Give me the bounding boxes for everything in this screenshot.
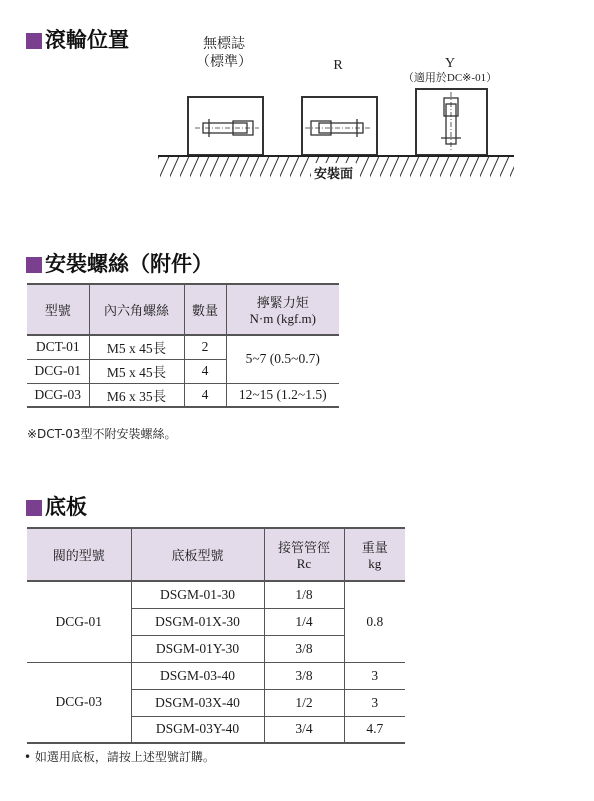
label-standard-line1: 無標誌 xyxy=(203,37,245,52)
header-qty: 數量 xyxy=(184,284,226,335)
cell-screw: M5 x 45長 xyxy=(89,335,184,359)
cell-port-size: 3/8 xyxy=(264,662,344,689)
header-weight-line2: kg xyxy=(368,556,382,571)
base-plate-table xyxy=(27,527,405,744)
cell-torque: 12~15 (1.2~1.5) xyxy=(238,386,327,402)
cell-qty: 4 xyxy=(184,359,226,383)
header-torque xyxy=(226,284,339,335)
cell-weight: 3 xyxy=(371,694,379,710)
cell-model: DCG-01 xyxy=(27,359,89,383)
cell-screw: M6 x 35長 xyxy=(89,383,184,407)
base-plate-note: • 如選用底板，請按上述型號訂購。 xyxy=(24,750,215,764)
cell-screw: M5 x 45長 xyxy=(89,359,184,383)
cell-port-size: 1/4 xyxy=(264,608,344,635)
screws-note: ※DCT-03型不附安裝螺絲。 xyxy=(27,427,177,441)
header-model: 型號 xyxy=(27,284,89,335)
label-y xyxy=(390,56,510,86)
table-row xyxy=(27,662,405,689)
cell-weight: 4.7 xyxy=(366,721,384,737)
header-port-size xyxy=(264,528,344,581)
label-standard-line2: （標準） xyxy=(196,55,252,70)
accent-square xyxy=(26,500,42,516)
accent-square xyxy=(26,257,42,273)
cell-valve-model: DCG-03 xyxy=(27,662,131,743)
header-port-size-line1: 接管管徑 xyxy=(277,541,330,556)
cell-port-size: 1/8 xyxy=(264,581,344,608)
table-header-row xyxy=(27,528,405,581)
cell-plate-model: DSGM-01X-30 xyxy=(131,608,264,635)
header-screw: 內六角螺絲 xyxy=(89,284,184,335)
cell-plate-model: DSGM-01-30 xyxy=(131,581,264,608)
cell-plate-model: DSGM-01Y-30 xyxy=(131,635,264,662)
roller-horizontal-icon xyxy=(189,98,262,154)
cell-qty: 4 xyxy=(184,383,226,407)
section-title-roller-position xyxy=(26,30,129,51)
cell-port-size: 3/8 xyxy=(264,635,344,662)
header-torque-line1: 擰緊力矩 xyxy=(256,296,309,311)
cell-model: DCG-03 xyxy=(27,383,89,407)
label-r xyxy=(318,58,358,74)
section-title-text: 安裝螺絲（附件） xyxy=(45,252,213,276)
section-title-screws xyxy=(26,254,213,275)
header-torque-line2: N·m (kgf.m) xyxy=(249,311,316,326)
header-valve-model: 閥的型號 xyxy=(27,528,131,581)
valve-box-y xyxy=(415,88,488,156)
cell-plate-model: DSGM-03Y-40 xyxy=(131,716,264,743)
section-title-text: 滾輪位置 xyxy=(45,28,129,52)
label-r-text: R xyxy=(333,58,343,73)
cell-plate-model: DSGM-03X-40 xyxy=(131,689,264,716)
table-row xyxy=(27,581,405,608)
valve-box-standard xyxy=(187,96,264,156)
cell-plate-model: DSGM-03-40 xyxy=(131,662,264,689)
header-weight-line1: 重量 xyxy=(361,541,388,556)
table-header-row xyxy=(27,284,339,335)
cell-torque: 5~7 (0.5~0.7) xyxy=(245,351,320,367)
header-weight xyxy=(344,528,405,581)
table-row xyxy=(27,383,339,407)
cell-port-size: 3/4 xyxy=(264,716,344,743)
header-plate-model: 底板型號 xyxy=(131,528,264,581)
cell-qty: 2 xyxy=(184,335,226,359)
cell-valve-model: DCG-01 xyxy=(27,581,131,662)
cell-weight: 0.8 xyxy=(344,581,405,662)
accent-square xyxy=(26,33,42,49)
screws-table xyxy=(27,283,339,408)
label-y-line2: （適用於DC※-01） xyxy=(402,72,498,84)
roller-vertical-icon xyxy=(417,90,486,154)
cell-model: DCT-01 xyxy=(27,335,89,359)
cell-port-size: 1/2 xyxy=(264,689,344,716)
header-port-size-line2: Rc xyxy=(296,556,312,571)
label-standard xyxy=(180,36,268,72)
cell-weight: 3 xyxy=(371,667,379,683)
valve-box-r xyxy=(301,96,378,156)
section-title-text: 底板 xyxy=(45,495,87,519)
label-y-line1: Y xyxy=(444,56,456,71)
surface-label: 安裝面 xyxy=(311,163,356,182)
section-title-base-plate xyxy=(26,497,87,518)
roller-horizontal-reversed-icon xyxy=(303,98,376,154)
table-row xyxy=(27,335,339,359)
